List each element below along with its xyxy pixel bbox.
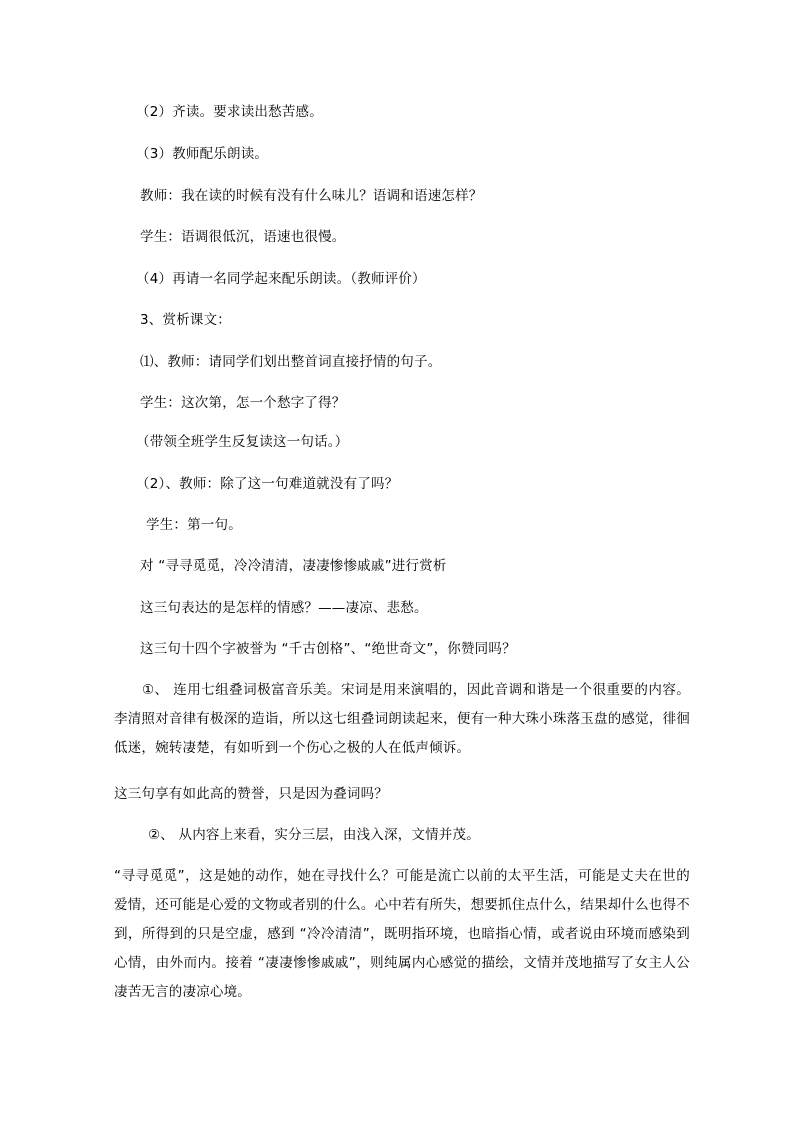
text-line: 教师：我在读的时候有没有什么味儿？语调和语速怎样？: [140, 188, 483, 204]
text-line: ⑴、教师：请同学们划出整首词直接抒情的句子。: [140, 354, 442, 370]
text-line: 这三句十四个字被誉为 “千古创格”、“绝世奇文”，你赞同吗？: [140, 641, 516, 657]
text-line: （2）、教师：除了这一句难道就没有了吗？: [136, 476, 399, 492]
text-line: 学生：语调很低沉，语速也很慢。: [140, 229, 346, 245]
text-line: （3）教师配乐朗读。: [136, 146, 269, 162]
text-line: 这三句表达的是怎样的情感？——凄凉、悲愁。: [140, 600, 428, 616]
text-line: （4）再请一名同学起来配乐朗读。（教师评价）: [136, 271, 426, 287]
text-line: （2）齐读。要求读出愁苦感。: [136, 104, 323, 120]
text-line: ②、 从内容上来看，实分三层，由浅入深，文情并茂。: [148, 827, 480, 843]
text-line: 这三句享有如此高的赞誉，只是因为叠词吗？: [114, 786, 388, 802]
text-line: 学生：这次第，怎一个愁字了得？: [140, 395, 346, 411]
text-line: 3、赏析课文：: [140, 312, 231, 328]
text-line: （带领全班学生反复读这一句话。）: [136, 434, 349, 450]
text-line: 对 “寻寻觅觅，冷冷清清，凄凄惨惨戚戚”进行赏析: [140, 558, 447, 574]
paragraph-repeated-words: ①、 连用七组叠词极富音乐美。宋词是用来演唱的，因此音调和谐是一个很重要的内容。李清照对音律有极深的造诣，所以这七组叠词朗读起来，便有一种大珠小珠落玉盘的感觉，徘徊低迷，婉转凄楚，有如听到一个伤心之极的人在低声倾诉。: [114, 682, 690, 756]
text-line: 学生：第一句。: [146, 517, 242, 533]
paragraph-content-analysis: “寻寻觅觅”，这是她的动作，她在寻找什么？可能是流亡以前的太平生活，可能是丈夫在世的爱情，还可能是心爱的文物或者别的什么。心中若有所失，想要抓住点什么，结果却什么也得不到，所得到的只是空虚，感到 “冷冷清清”，既明指环境，也暗指心情，或者说由环境而感染到心情，由外而内。接着 “凄凄惨惨戚戚”，则纯属内心感觉的描绘，文情并茂地描写了女主人公凄苦无言的凄凉心境。: [114, 868, 690, 1000]
